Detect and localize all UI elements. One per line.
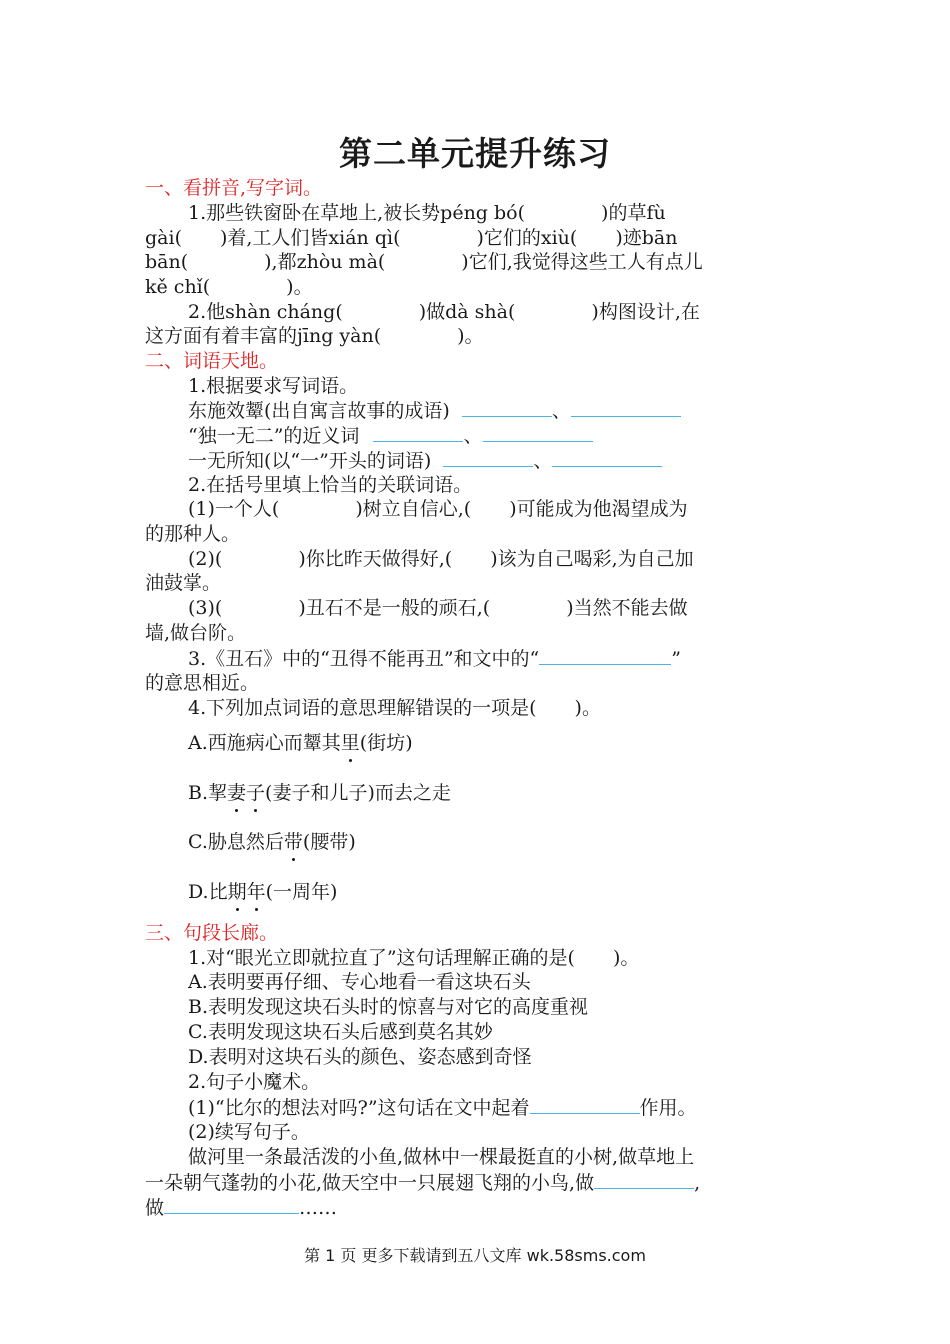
word-prompt: 东施效颦(出自寓言故事的成语) — [188, 400, 450, 422]
q1-line-2: gài( )着,工人们皆xián qì( )它们的xiù( )迹bān — [145, 227, 678, 249]
q1-line-6: 这方面有着丰富的jīng yàn( )。 — [145, 325, 484, 347]
q3-heading-2: 2.句子小魔术。 — [188, 1071, 321, 1093]
q3-text-line-2: 一朵朝气蓬勃的小花,做天空中一只展翅飞翔的小鸟,做 , — [145, 1172, 701, 1194]
q2-heading-3-text: 3.《丑石》中的“丑得不能再丑”和文中的“ — [188, 648, 540, 670]
page-footer: 第 1 页 更多下载请到五八文库 wk.58sms.com — [304, 1246, 646, 1265]
closing-quote: ” — [671, 648, 681, 670]
q3-part-1: (1)“比尔的想法对吗?”这句话在文中起着 作用。 — [188, 1097, 697, 1119]
dotted-char: 子 — [246, 782, 266, 804]
option-a: A.西施病心而颦其里(街坊) — [188, 732, 413, 754]
answer-blank[interactable] — [373, 423, 463, 442]
word-prompt: 一无所知(以“一”开头的词语) — [188, 450, 432, 472]
q3-option-b: B.表明发现这块石头时的惊喜与对它的高度重视 — [188, 996, 589, 1018]
answer-blank[interactable] — [483, 423, 593, 442]
q3-option-a: A.表明要再仔细、专心地看一看这块石头 — [188, 971, 531, 993]
q1-line-5: 2.他shàn cháng( )做dà shà( )构图设计,在 — [188, 301, 700, 323]
q2-c2-line-b: 油鼓掌。 — [145, 572, 222, 594]
answer-blank[interactable] — [530, 1095, 640, 1114]
q3-heading-1: 1.对“眼光立即就拉直了”这句话理解正确的是( )。 — [188, 947, 640, 969]
dotted-char: 期 — [227, 881, 247, 903]
page-title: 第二单元提升练习 — [339, 134, 611, 173]
q1-line-3: bān( ),都zhòu mà( )它们,我觉得这些工人有点儿 — [145, 251, 703, 273]
option-c: C.胁息然后带(腰带) — [188, 831, 356, 853]
section-heading-2: 二、词语天地。 — [145, 350, 279, 372]
q2-heading-2: 2.在括号里填上恰当的关联词语。 — [188, 474, 473, 496]
answer-blank[interactable] — [539, 646, 671, 665]
q2-heading-3-cont: 的意思相近。 — [145, 672, 260, 694]
q2-c1-line-b: 的那种人。 — [145, 523, 241, 545]
answer-blank[interactable] — [443, 448, 533, 467]
section-heading-1: 一、看拼音,写字词。 — [145, 177, 323, 199]
q2-heading-4: 4.下列加点词语的意思理解错误的一项是( )。 — [188, 697, 601, 719]
q2-c2-line-a: (2)( )你比昨天做得好,( )该为自己喝彩,为自己加 — [188, 548, 694, 570]
q1-line-4: kě chǐ( )。 — [145, 276, 313, 298]
q2-word-row-2 — [188, 423, 593, 448]
answer-blank[interactable] — [164, 1195, 299, 1214]
q2-word-row-3 — [188, 448, 662, 473]
section-heading-3: 三、句段长廊。 — [145, 922, 279, 944]
q2-heading-3 — [188, 646, 681, 671]
separator: 、 — [551, 400, 571, 422]
q2-c1-line-a: (1)一个人( )树立自信心,( )可能成为他渴望成为 — [188, 498, 688, 520]
option-d: D.比期年(一周年) — [188, 881, 338, 903]
answer-blank[interactable] — [462, 398, 552, 417]
dotted-char: 年 — [246, 881, 266, 903]
answer-blank[interactable] — [552, 448, 662, 467]
q2-c3-line-b: 墙,做台阶。 — [145, 622, 247, 644]
q3-option-d: D.表明对这块石头的颜色、姿态感到奇怪 — [188, 1046, 532, 1068]
q3-text-line-3: 做 …… — [145, 1197, 338, 1219]
answer-blank[interactable] — [571, 398, 681, 417]
separator: 、 — [463, 425, 483, 447]
dotted-char: 妻 — [227, 782, 247, 804]
q2-word-row-1 — [188, 398, 681, 423]
dotted-char: 带 — [283, 831, 303, 853]
dotted-char: 里 — [340, 732, 360, 754]
q2-c3-line-a: (3)( )丑石不是一般的顽石,( )当然不能去做 — [188, 597, 688, 619]
q3-part-2: (2)续写句子。 — [188, 1121, 310, 1143]
separator: 、 — [533, 450, 553, 472]
q1-line-1: 1.那些铁窗卧在草地上,被长势péng bó( )的草fù — [188, 202, 666, 224]
option-b: B.挈妻子(妻子和儿子)而去之走 — [188, 782, 451, 804]
answer-blank[interactable] — [594, 1170, 694, 1189]
q2-heading-1: 1.根据要求写词语。 — [188, 375, 359, 397]
q3-text-line-1: 做河里一条最活泼的小鱼,做林中一棵最挺直的小树,做草地上 — [188, 1146, 695, 1168]
word-prompt: “独一无二”的近义词 — [188, 425, 360, 447]
q3-option-c: C.表明发现这块石头后感到莫名其妙 — [188, 1021, 493, 1043]
